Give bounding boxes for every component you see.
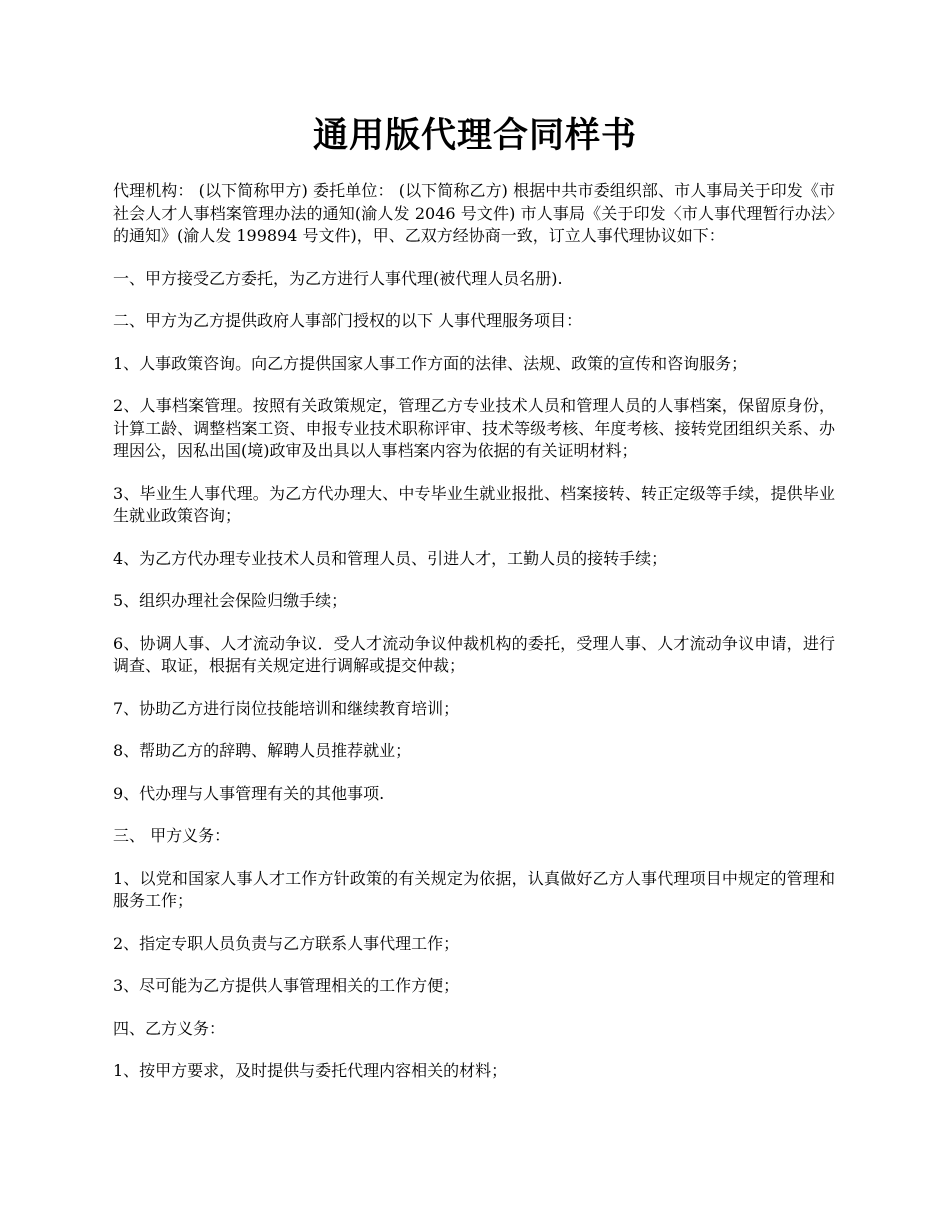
paragraph-item: 1、人事政策咨询。向乙方提供国家人事工作方面的法律、法规、政策的宣传和咨询服务； (113, 353, 748, 373)
document-title: 通用版代理合同样书 (312, 115, 637, 156)
paragraph-item: 9、代办理与人事管理有关的其他事项. (113, 783, 385, 803)
paragraph-item: 6、协调人事、人才流动争议．受人才流动争议仲裁机构的委托，受理人事、人才流动争议申请，进行调查、取证，根据有关规定进行调解或提交仲裁； (113, 633, 835, 675)
paragraph-item: 2、指定专职人员负责与乙方联系人事代理工作； (113, 933, 460, 953)
paragraph-item: 1、按甲方要求，及时提供与委托代理内容相关的材料； (113, 1061, 508, 1080)
paragraph-section-3: 三、 甲方义务： (113, 826, 231, 845)
paragraph-item: 3、毕业生人事代理。为乙方代办理大、中专毕业生就业报批、档案接转、转正定级等手续，提供毕业生就业政策咨询； (113, 483, 835, 525)
paragraph-item: 8、帮助乙方的辞聘、解聘人员推荐就业； (113, 741, 412, 760)
paragraph-item: 4、为乙方代办理专业技术人员和管理人员、引进人才，工勤人员的接转手续； (113, 548, 668, 568)
paragraph-item: 7、协助乙方进行岗位技能培训和继续教育培训； (113, 698, 460, 718)
paragraph-item: 1、以党和国家人事人才工作方针政策的有关规定为依据，认真做好乙方人事代理项目中规定的管理和服务工作； (113, 868, 835, 910)
paragraph-section-4: 四、乙方义务： (113, 1018, 226, 1038)
paragraph-item: 3、尽可能为乙方提供人事管理相关的工作方便； (113, 976, 460, 995)
paragraph-item: 2、人事档案管理。按照有关政策规定，管理乙方专业技术人员和管理人员的人事档案，保留原身份，计算工龄、调整档案工资、申报专业技术职称评审、技术等级考核、年度考核、接转党团组织关系、办理因公，因私出国(境)政审及出具以人事档案内容为依据的有关证明材料； (113, 396, 835, 460)
paragraph-intro: 代理机构： (以下简称甲方) 委托单位： (以下简称乙方) 根据中共市委组织部、市人事局关于印发《市社会人才人事档案管理办法的通知(渝人发 2046 号文件) 市人事局《关于印发〈市人事代理暂行办法〉的通知》(渝人发 199894 号文件)，甲、乙双方经协商一致，订立人事代理协议如下： (113, 181, 835, 245)
paragraph-item: 5、组织办理社会保险归缴手续； (113, 591, 348, 610)
paragraph-clause-2: 二、甲方为乙方提供政府人事部门授权的以下 人事代理服务项目： (113, 311, 583, 330)
document-body (113, 180, 835, 1103)
paragraph-clause-1: 一、甲方接受乙方委托，为乙方进行人事代理(被代理人员名册). (113, 268, 563, 288)
